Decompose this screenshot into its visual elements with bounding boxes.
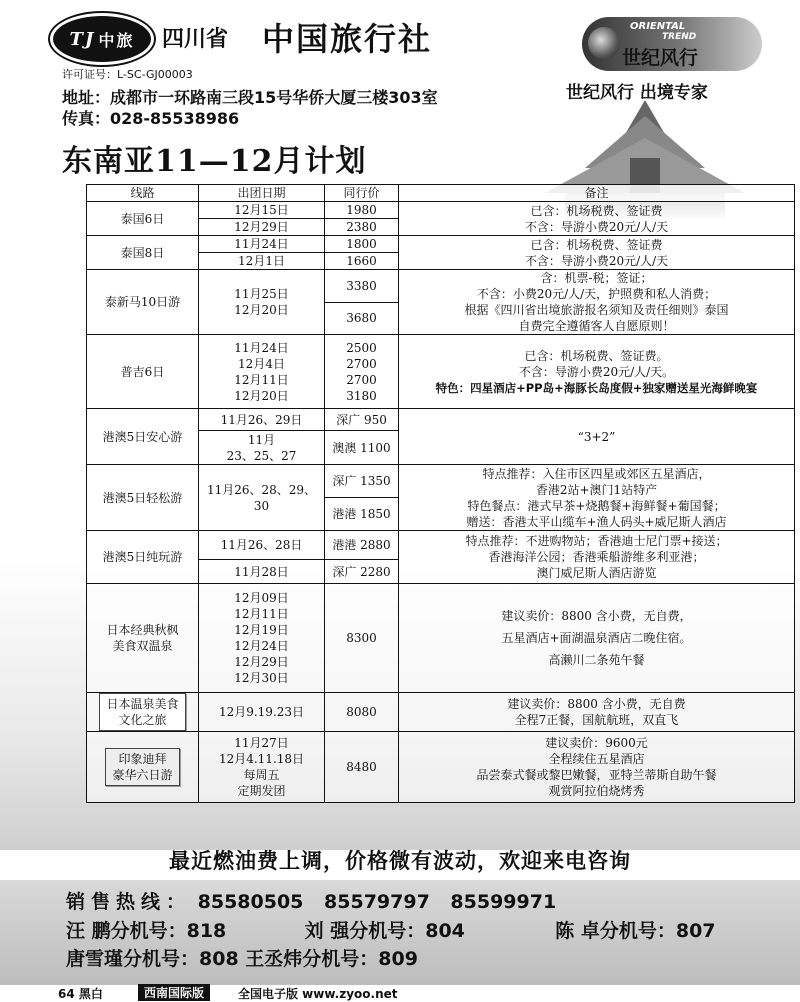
agency-logo [50,13,154,65]
date-cell: 12月9.19.23日 [199,693,325,732]
table-row [87,236,795,253]
date-cell: 11月24日 [199,236,325,253]
notes-cell: “3+2” [399,409,795,465]
price-cell: 澳澳 1100 [325,431,399,465]
date-cell: 11月24日 12月4日 12月11日 12月20日 [199,335,325,409]
route-cell [87,584,199,693]
route-cell [87,693,199,732]
price-cell: 8480 [325,732,399,803]
date-cell: 11月26、28日 [199,531,325,560]
table-row [87,693,795,732]
route-text: 印象迪拜 豪华六日游 [105,748,179,786]
notes-text: 已含：机场税费、签证费。 不含：导游小费20元/人/天。 [518,348,675,379]
route-cell: 泰新马10日游 [87,270,199,335]
extension-entry: 王丞炜分机号：809 [245,948,418,970]
route-cell: 泰国6日 [87,202,199,236]
table-row [87,465,795,498]
contact-panel [0,880,800,985]
fax-number: 传真：028-85538986 [62,109,240,128]
hotline-number[interactable]: 85579797 [324,891,430,913]
table-row [87,531,795,560]
logo-text: 中旅 [98,30,135,50]
page-footer [0,985,800,1000]
route-text: 日本温泉美食 文化之旅 [99,693,185,731]
notes-cell: 特点推荐：入住市区四星或郊区五星酒店， 香港2站+澳门1站特产 特色餐点：港式早茶+烧鹅餐+海鲜餐+葡国餐； 赠送：香港太平山缆车+渔人码头+威尼斯人酒店 [399,465,795,531]
province-label: 四川省 [162,27,229,52]
price-cell: 深广 2280 [325,560,399,584]
edition-badge: 西南国际版 [138,984,210,1001]
brand-en-line1: ORIENTAL [630,21,686,32]
notes-cell: 特点推荐：不进购物站；香港迪士尼门票+接送； 香港海洋公园；香港乘船游维多利亚港； 澳门威尼斯人酒店游览 [399,531,795,584]
date-cell [199,270,325,335]
hotline-numbers [198,891,571,913]
page-title: 东南亚11—12月计划 [62,144,367,179]
price-cell: 2380 [325,219,399,236]
table-row [87,202,795,219]
date-cell: 11月28日 [199,560,325,584]
address: 地址：成都市一环路南三段15号华侨大厦三楼303室 [62,88,438,107]
logo-mark: TJ [69,28,96,50]
extension-entry: 汪 鹏分机号：818 [66,920,227,942]
extension-row [66,916,716,943]
website-link[interactable]: 全国电子版 www.zyoo.net [238,987,398,1001]
price-cell: 3380 [325,270,399,303]
brand-name: 世纪风行 [622,47,699,69]
date-cell: 12月1日 [199,253,325,270]
notes-cell: 已含：机场税费、签证费 不含：导游小费20元/人/天 [399,202,795,236]
hotline-number[interactable]: 85580505 [197,891,304,913]
brand-badge [582,17,762,71]
table-row [87,335,795,409]
license-number: 许可证号：L-SC-GJ00003 [62,68,193,81]
date-cell: 12月29日 [199,219,325,236]
extension-entry: 唐雪瑾分机号：808 [66,948,239,970]
notes-cell: 含：机票-税；签证； 不含：小费20元/人/天，护照费和私人消费； 根据《四川省出境旅游报名须知及责任细则》泰国 自费完全遵循客人自愿原则！ [399,270,795,335]
notes-cell: 建议卖价：8800 含小费，无自费 全程7正餐，国航航班，双直飞 [399,693,795,732]
date-text: 11月25日 [234,287,289,301]
extension-row [66,944,418,971]
extension-entry: 刘 强分机号：804 [304,920,465,942]
price-cell: 1800 [325,236,399,253]
tour-plan-table [86,184,795,803]
price-cell: 深广 1350 [325,465,399,498]
notes-cell: 已含：机场税费、签证费 不含：导游小费20元/人/天 [399,236,795,270]
price-cell: 1980 [325,202,399,219]
extension-entry: 陈 卓分机号：807 [555,920,716,942]
header [0,0,800,185]
table-row [87,584,795,693]
fuel-notice: 最近燃油费上调，价格微有波动，欢迎来电咨询 [169,849,631,873]
table-header-row [87,185,795,202]
route-text: 日本经典秋枫 美食双温泉 [106,623,179,653]
notes-cell [399,335,795,409]
price-cell: 8080 [325,693,399,732]
globe-icon [588,27,620,59]
slogan: 世纪风行 出境专家 [566,83,708,103]
col-header-notes: 备注 [399,185,795,202]
col-header-dates: 出团日期 [199,185,325,202]
price-cell: 深广 950 [325,409,399,431]
col-header-route: 线路 [87,185,199,202]
hotline-label: 销售热线： [66,891,192,913]
agency-name: 中国旅行社 [262,20,433,58]
date-cell: 11月26、29日 [199,409,325,431]
price-cell: 8300 [325,584,399,693]
table-row [87,270,795,303]
date-cell: 12月09日 12月11日 12月19日 12月24日 12月29日 12月30日 [199,584,325,693]
notes-cell: 建议卖价：8800 含小费，无自费， 五星酒店+面湖温泉酒店二晚住宿。 高濑川二条苑午餐 [399,584,795,693]
date-cell: 12月15日 [199,202,325,219]
route-cell: 泰国8日 [87,236,199,270]
date-cell: 11月27日 12月4.11.18日 每周五 定期发团 [199,732,325,803]
price-cell: 2500 2700 2700 3180 [325,335,399,409]
price-cell: 3680 [325,302,399,335]
price-cell: 港港 2880 [325,531,399,560]
route-cell: 普吉6日 [87,335,199,409]
page-number: 64 黑白 [58,987,103,1001]
route-cell: 港澳5日安心游 [87,409,199,465]
col-header-price: 同行价 [325,185,399,202]
date-text: 12月20日 [234,303,289,317]
date-cell: 11月 23、25、27 [199,431,325,465]
table-row [87,732,795,803]
hotline-number[interactable]: 85599971 [450,891,557,913]
table-row [87,409,795,431]
price-cell: 港港 1850 [325,498,399,531]
route-cell: 港澳5日纯玩游 [87,531,199,584]
feature-text: 特色：四星酒店+PP岛+海豚长岛度假+独家赠送星光海鲜晚宴 [435,380,758,395]
hotline-row [66,887,570,914]
route-cell [87,732,199,803]
brand-en-line2: TREND [662,32,697,42]
date-cell: 11月26、28、29、 30 [199,465,325,531]
route-cell: 港澳5日轻松游 [87,465,199,531]
notes-cell: 建议卖价：9600元 全程续住五星酒店 品尝泰式餐或黎巴嫩餐，亚特兰蒂斯自助午餐 观赏阿拉伯烧烤秀 [399,732,795,803]
price-cell: 1660 [325,253,399,270]
